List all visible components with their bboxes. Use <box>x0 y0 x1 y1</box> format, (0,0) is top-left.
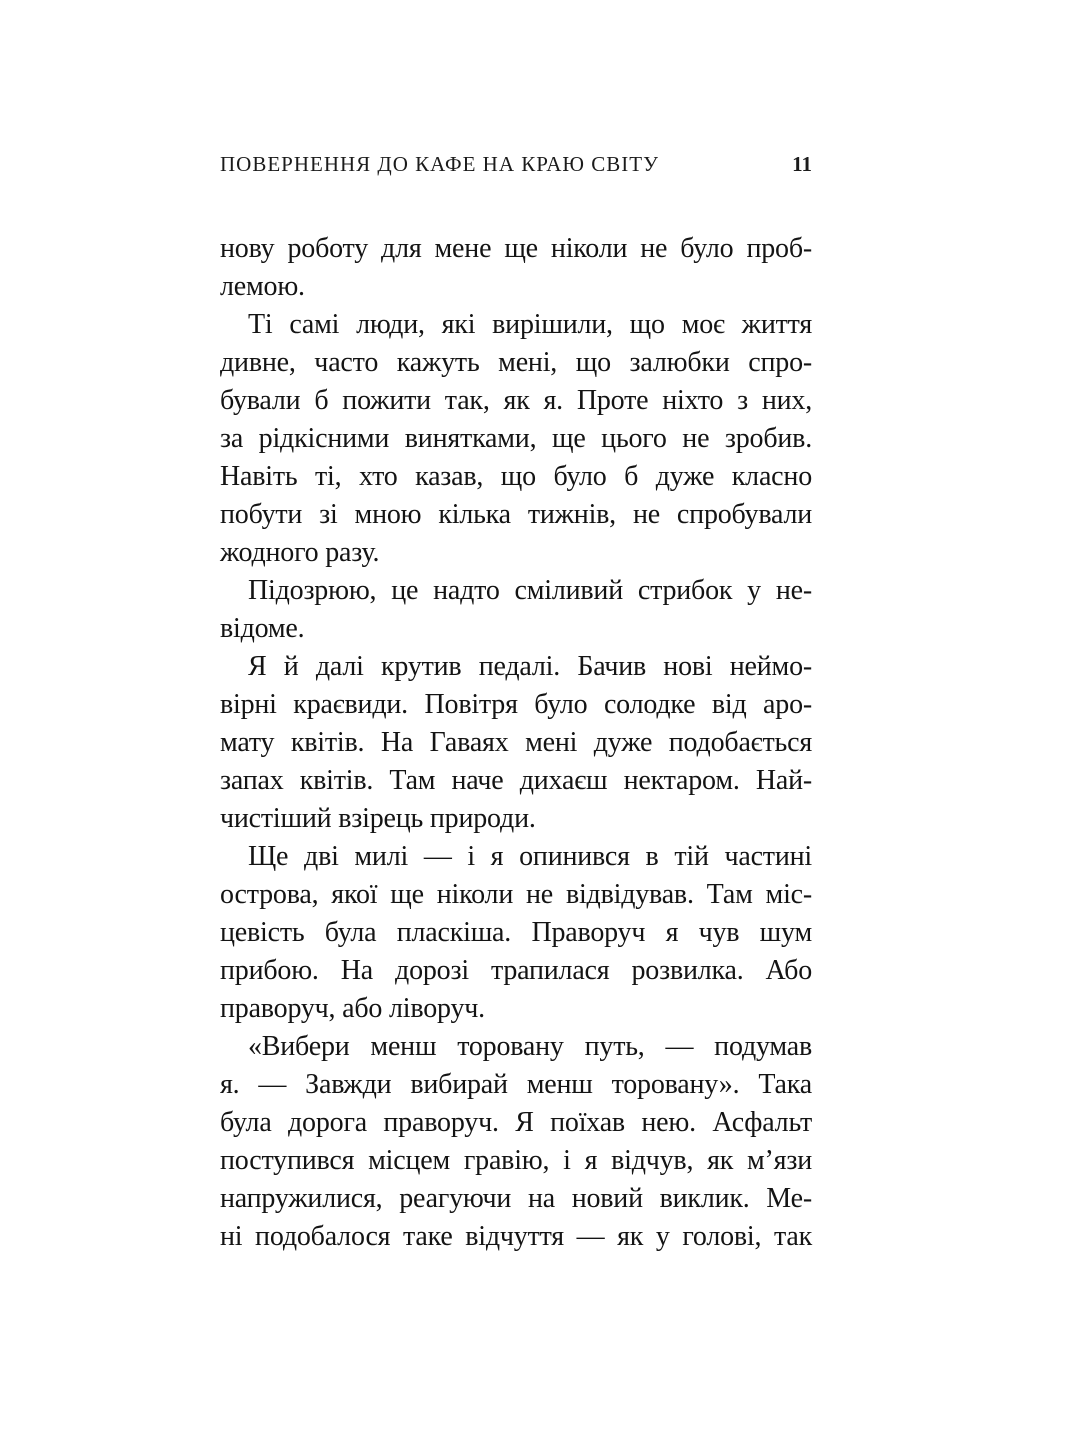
page-number: 11 <box>792 152 812 176</box>
paragraph <box>220 1028 812 1256</box>
text-line: бували б пожити так, як я. Проте ніхто з них, <box>220 385 812 416</box>
text-line: Ще дві милі — і я опинився в тій частині <box>248 841 812 872</box>
paragraph <box>220 572 812 648</box>
text-column <box>220 152 812 1256</box>
text-line: ні подобалося таке відчуття — як у голові, так <box>220 1221 812 1252</box>
text-line: «Вибери менш торовану путь, — подумав <box>248 1031 812 1062</box>
paragraph <box>220 230 812 306</box>
text-line: Підозрюю, це надто сміливий стрибок у не- <box>248 575 812 606</box>
text-line: мату квітів. На Гаваях мені дуже подобається <box>220 727 812 758</box>
text-line: Ті самі люди, які вирішили, що моє життя <box>248 309 812 340</box>
paragraph <box>220 306 812 572</box>
text-line: жодного разу. <box>220 537 380 568</box>
text-line: цевість була пласкіша. Праворуч я чув шум <box>220 917 812 948</box>
text-line: відоме. <box>220 613 305 644</box>
text-line: прибою. На дорозі трапилася розвилка. Або <box>220 955 812 986</box>
text-line: побути зі мною кілька тижнів, не спробували <box>220 499 812 530</box>
text-line: дивне, часто кажуть мені, що залюбки спро- <box>220 347 812 378</box>
text-line: чистіший взірець природи. <box>220 803 536 834</box>
paragraph <box>220 648 812 838</box>
text-line: за рідкісними винятками, ще цього не зробив. <box>220 423 812 454</box>
text-line: була дорога праворуч. Я поїхав нею. Асфальт <box>220 1107 812 1138</box>
text-line: я. — Завжди вибирай менш торовану». Така <box>220 1069 812 1100</box>
text-line: вірні краєвиди. Повітря було солодке від аро- <box>220 689 812 720</box>
running-head-title: ПОВЕРНЕННЯ ДО КАФЕ НА КРАЮ СВІТУ <box>220 152 659 176</box>
text-line: праворуч, або ліворуч. <box>220 993 485 1024</box>
running-head <box>220 152 812 177</box>
text-line: запах квітів. Там наче дихаєш нектаром. Най- <box>220 765 812 796</box>
text-line: нову роботу для мене ще ніколи не було проб- <box>220 233 812 264</box>
paragraph <box>220 838 812 1028</box>
page-text <box>220 230 812 1256</box>
text-line: Я й далі крутив педалі. Бачив нові неймо- <box>248 651 812 682</box>
text-line: лемою. <box>220 271 305 302</box>
text-line: напружилися, реагуючи на новий виклик. Ме- <box>220 1183 812 1214</box>
text-line: острова, якої ще ніколи не відвідував. Там міс- <box>220 879 812 910</box>
text-line: поступився місцем гравію, і я відчув, як м’язи <box>220 1145 812 1176</box>
text-line: Навіть ті, хто казав, що було б дуже класно <box>220 461 812 492</box>
